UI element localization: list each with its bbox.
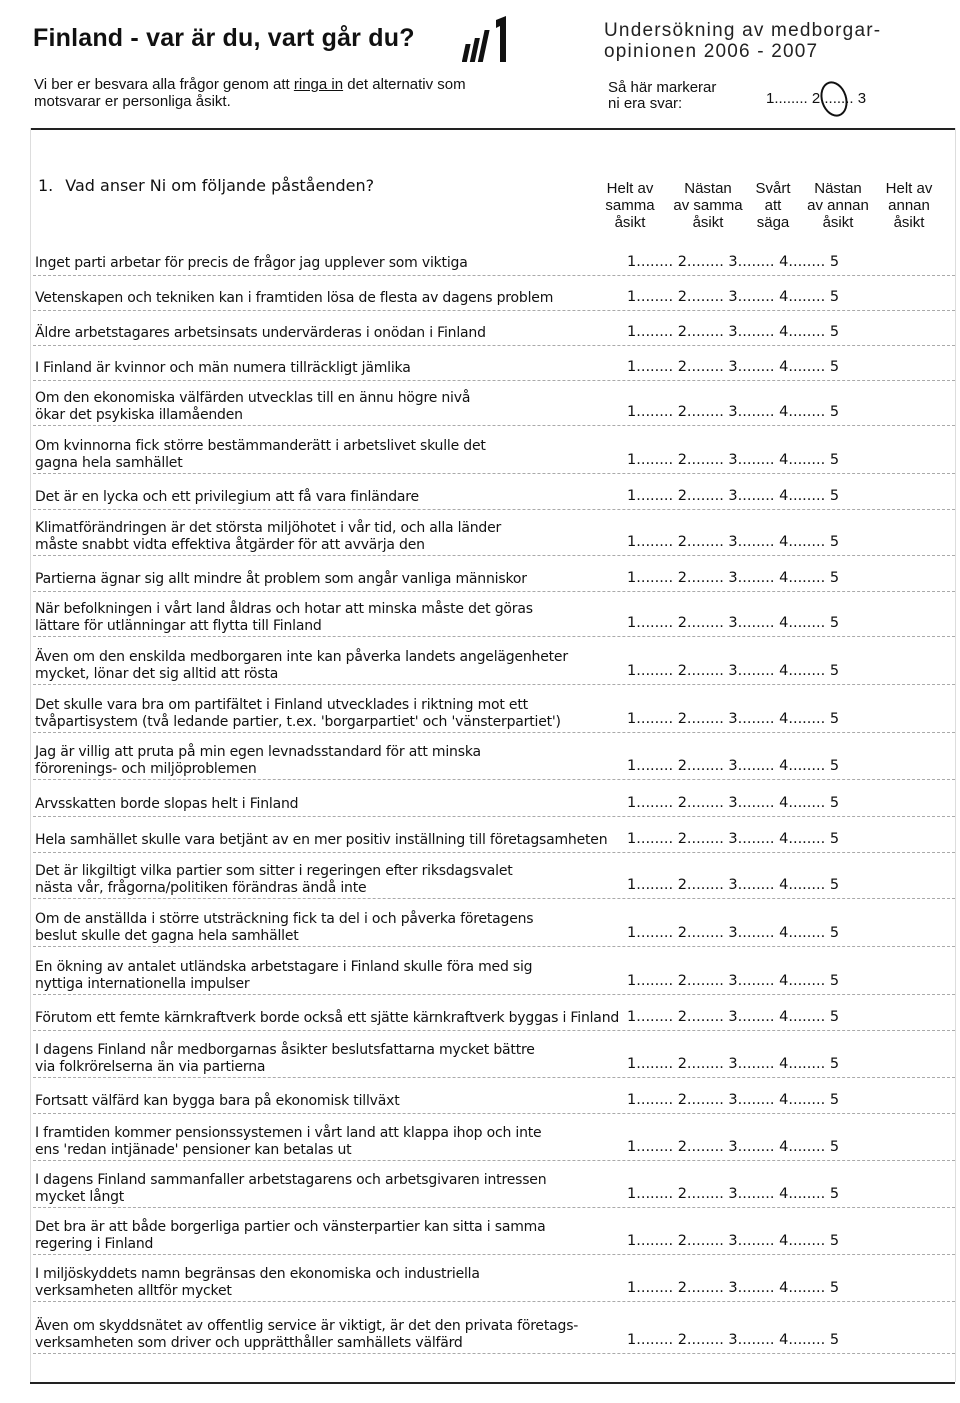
statement-text: Det är likgiltigt vilka partier som sitter i regeringen efter riksdagsvalet nästa vår, frågorna/politiken förändras ändå inte: [35, 863, 513, 896]
statement-text: Om kvinnorna fick större bestämmanderätt i arbetslivet skulle det gagna hela samhället: [35, 438, 486, 471]
statement-row: [33, 510, 955, 556]
answer-scale[interactable]: 1........ 2........ 3........ 4........ 5: [627, 758, 840, 774]
answer-column-header: Helt av annan åsikt: [885, 180, 933, 231]
question-heading: [38, 176, 374, 195]
answer-scale[interactable]: 1........ 2........ 3........ 4........ 5: [627, 877, 840, 893]
statement-text: Om de anställda i större utsträckning fick ta del i och påverka företagens beslut skulle det gagna hela samhället: [35, 911, 534, 944]
answer-scale[interactable]: 1........ 2........ 3........ 4........ 5: [627, 570, 840, 586]
frame-left: [30, 128, 31, 1382]
statement-text: Klimatförändringen är det största miljöhotet i vår tid, och alla länder måste snabbt vidta effektiva åtgärder för att avvärja den: [35, 520, 502, 553]
statement-row: [33, 817, 955, 853]
statement-text: Jag är villig att pruta på min egen levnadsstandard för att minska förorenings- och miljöproblemen: [35, 744, 481, 777]
statement-text: I Finland är kvinnor och män numera tillräckligt jämlika: [35, 360, 411, 376]
statement-text: Hela samhället skulle vara betjänt av en mer positiv inställning till företagsamheten: [35, 832, 608, 848]
answer-scale[interactable]: 1........ 2........ 3........ 4........ 5: [627, 404, 840, 420]
answer-scale[interactable]: 1........ 2........ 3........ 4........ 5: [627, 615, 840, 631]
survey-title-line1: Undersökning av medborgar-: [604, 20, 882, 41]
answer-scale[interactable]: 1........ 2........ 3........ 4........ 5: [627, 1233, 840, 1249]
instructions-text-3: motsvarar er personliga åsikt.: [34, 93, 231, 110]
answer-column-header: Nästan av samma åsikt: [673, 180, 743, 231]
statement-row: [33, 1031, 955, 1078]
marking-example: [766, 90, 866, 107]
statement-row: [33, 244, 955, 276]
answer-scale[interactable]: 1........ 2........ 3........ 4........ 5: [627, 1139, 840, 1155]
answer-column-header: Helt av samma åsikt: [605, 180, 655, 231]
statement-row: [33, 947, 955, 995]
answer-scale[interactable]: 1........ 2........ 3........ 4........ 5: [627, 324, 840, 340]
statement-row: [33, 311, 955, 346]
statement-text: Vetenskapen och tekniken kan i framtiden lösa de flesta av dagens problem: [35, 290, 554, 306]
answer-scale[interactable]: 1........ 2........ 3........ 4........ 5: [627, 1009, 840, 1025]
statement-text: Partierna ägnar sig allt mindre åt problem som angår vanliga människor: [35, 571, 527, 587]
statement-row: [33, 426, 955, 474]
answer-scale[interactable]: 1........ 2........ 3........ 4........ 5: [627, 1332, 840, 1348]
instructions-emphasis: ringa in: [293, 76, 344, 93]
bottom-divider: [30, 1382, 955, 1384]
answer-scale[interactable]: 1........ 2........ 3........ 4........ 5: [627, 289, 840, 305]
statement-row: [33, 556, 955, 592]
statement-text: I framtiden kommer pensionssystemen i vårt land att klappa ihop och inte ens 'redan intjänade' pensioner kan betalas ut: [35, 1125, 542, 1158]
answer-scale[interactable]: 1........ 2........ 3........ 4........ 5: [627, 711, 840, 727]
answer-scale[interactable]: 1........ 2........ 3........ 4........ 5: [627, 1186, 840, 1202]
answer-scale[interactable]: 1........ 2........ 3........ 4........ 5: [627, 452, 840, 468]
statement-row: [33, 276, 955, 311]
statement-row: [33, 1161, 955, 1208]
question-text: Vad anser Ni om följande påståenden?: [65, 176, 375, 195]
statement-text: Äldre arbetstagares arbetsinsats undervärderas i onödan i Finland: [35, 325, 486, 341]
marking-instructions-line2: ni era svar:: [608, 95, 683, 112]
statement-text: I miljöskyddets namn begränsas den ekonomiska och industriella verksamheten alltför mycket: [35, 1266, 480, 1299]
page-title: Finland - var är du, vart går du?: [33, 24, 415, 52]
statement-row: [33, 1078, 955, 1114]
statement-row: [33, 1114, 955, 1161]
statement-text: Det är en lycka och ett privilegium att få vara finländare: [35, 489, 419, 505]
answer-scale[interactable]: 1........ 2........ 3........ 4........ 5: [627, 488, 840, 504]
answer-scale[interactable]: 1........ 2........ 3........ 4........ 5: [627, 1280, 840, 1296]
statement-text: I dagens Finland sammanfaller arbetstagarens och arbetsgivaren intressen mycket långt: [35, 1172, 547, 1205]
statement-text: Inget parti arbetar för precis de frågor jag upplever som viktiga: [35, 255, 468, 271]
bar-chart-logo-icon: [462, 14, 510, 66]
statement-row: [33, 637, 955, 685]
answer-scale[interactable]: 1........ 2........ 3........ 4........ 5: [627, 925, 840, 941]
statement-row: [33, 853, 955, 899]
answer-scale[interactable]: 1........ 2........ 3........ 4........ 5: [627, 973, 840, 989]
answer-scale[interactable]: 1........ 2........ 3........ 4........ 5: [627, 254, 840, 270]
instructions-text-1: Vi ber er besvara alla frågor genom att: [34, 76, 294, 93]
circle-mark-icon: [816, 78, 852, 120]
marking-instructions-line1: Så här markerar: [608, 79, 717, 96]
statement-row: [33, 685, 955, 733]
instructions: [34, 76, 466, 110]
marking-example-scale: 1........ 2........ 3: [766, 90, 867, 107]
survey-title: [604, 20, 881, 62]
statement-text: Även om skyddsnätet av offentlig service är viktigt, är det den privata företags- verksamheten som driver och upprätthåller samhällets välfärd: [35, 1318, 579, 1351]
statement-row: [33, 995, 955, 1031]
statement-row: [33, 474, 955, 510]
instructions-text-2: det alternativ som: [343, 76, 466, 93]
answer-scale[interactable]: 1........ 2........ 3........ 4........ 5: [627, 831, 840, 847]
statement-text: En ökning av antalet utländska arbetstagare i Finland skulle föra med sig nyttiga internationella impulser: [35, 959, 533, 992]
statement-row: [33, 1255, 955, 1302]
statement-row: [33, 1302, 955, 1354]
statement-row: [33, 381, 955, 426]
statement-text: Även om den enskilda medborgaren inte kan påverka landets angelägenheter mycket, lönar det sig alltid att rösta: [35, 649, 568, 682]
statement-row: [33, 1208, 955, 1255]
statement-text: Om den ekonomiska välfärden utvecklas till en ännu högre nivå ökar det psykiska illamåenden: [35, 390, 471, 423]
marking-instructions: [608, 80, 716, 112]
frame-right: [955, 128, 956, 1382]
statement-text: Förutom ett femte kärnkraftverk borde också ett sjätte kärnkraftverk byggas i Finland: [35, 1010, 620, 1026]
answer-scale[interactable]: 1........ 2........ 3........ 4........ 5: [627, 359, 840, 375]
answer-scale[interactable]: 1........ 2........ 3........ 4........ 5: [627, 1056, 840, 1072]
statement-text: När befolkningen i vårt land åldras och hotar att minska måste det göras lättare för utlänningar att flytta till Finland: [35, 601, 533, 634]
statement-text: Arvsskatten borde slopas helt i Finland: [35, 796, 299, 812]
statement-text: Det bra är att både borgerliga partier och vänsterpartier kan sitta i samma regering i Finland: [35, 1219, 546, 1252]
statement-row: [33, 346, 955, 381]
statement-text: I dagens Finland når medborgarnas åsikter beslutsfattarna mycket bättre via folkrörelserna än via partierna: [35, 1042, 535, 1075]
statement-row: [33, 899, 955, 947]
statement-row: [33, 780, 955, 817]
answer-column-header: Svårt att säga: [755, 180, 791, 231]
top-divider: [30, 128, 955, 130]
statement-text: Fortsatt välfärd kan bygga bara på ekonomisk tillväxt: [35, 1093, 400, 1109]
statement-text: Det skulle vara bra om partifältet i Finland utvecklades i riktning mot ett tvåpartisystem (två ledande partier, t.ex. 'borgarpartiet' och 'vänsterpartiet'): [35, 697, 561, 730]
statement-row: [33, 733, 955, 780]
answer-scale[interactable]: 1........ 2........ 3........ 4........ 5: [627, 795, 840, 811]
answer-scale[interactable]: 1........ 2........ 3........ 4........ 5: [627, 663, 840, 679]
question-number: 1.: [38, 176, 54, 195]
survey-title-line2: opinionen 2006 - 2007: [604, 41, 819, 62]
answer-scale[interactable]: 1........ 2........ 3........ 4........ 5: [627, 1092, 840, 1108]
answer-column-header: Nästan av annan åsikt: [807, 180, 869, 231]
answer-scale[interactable]: 1........ 2........ 3........ 4........ 5: [627, 534, 840, 550]
statement-row: [33, 592, 955, 637]
